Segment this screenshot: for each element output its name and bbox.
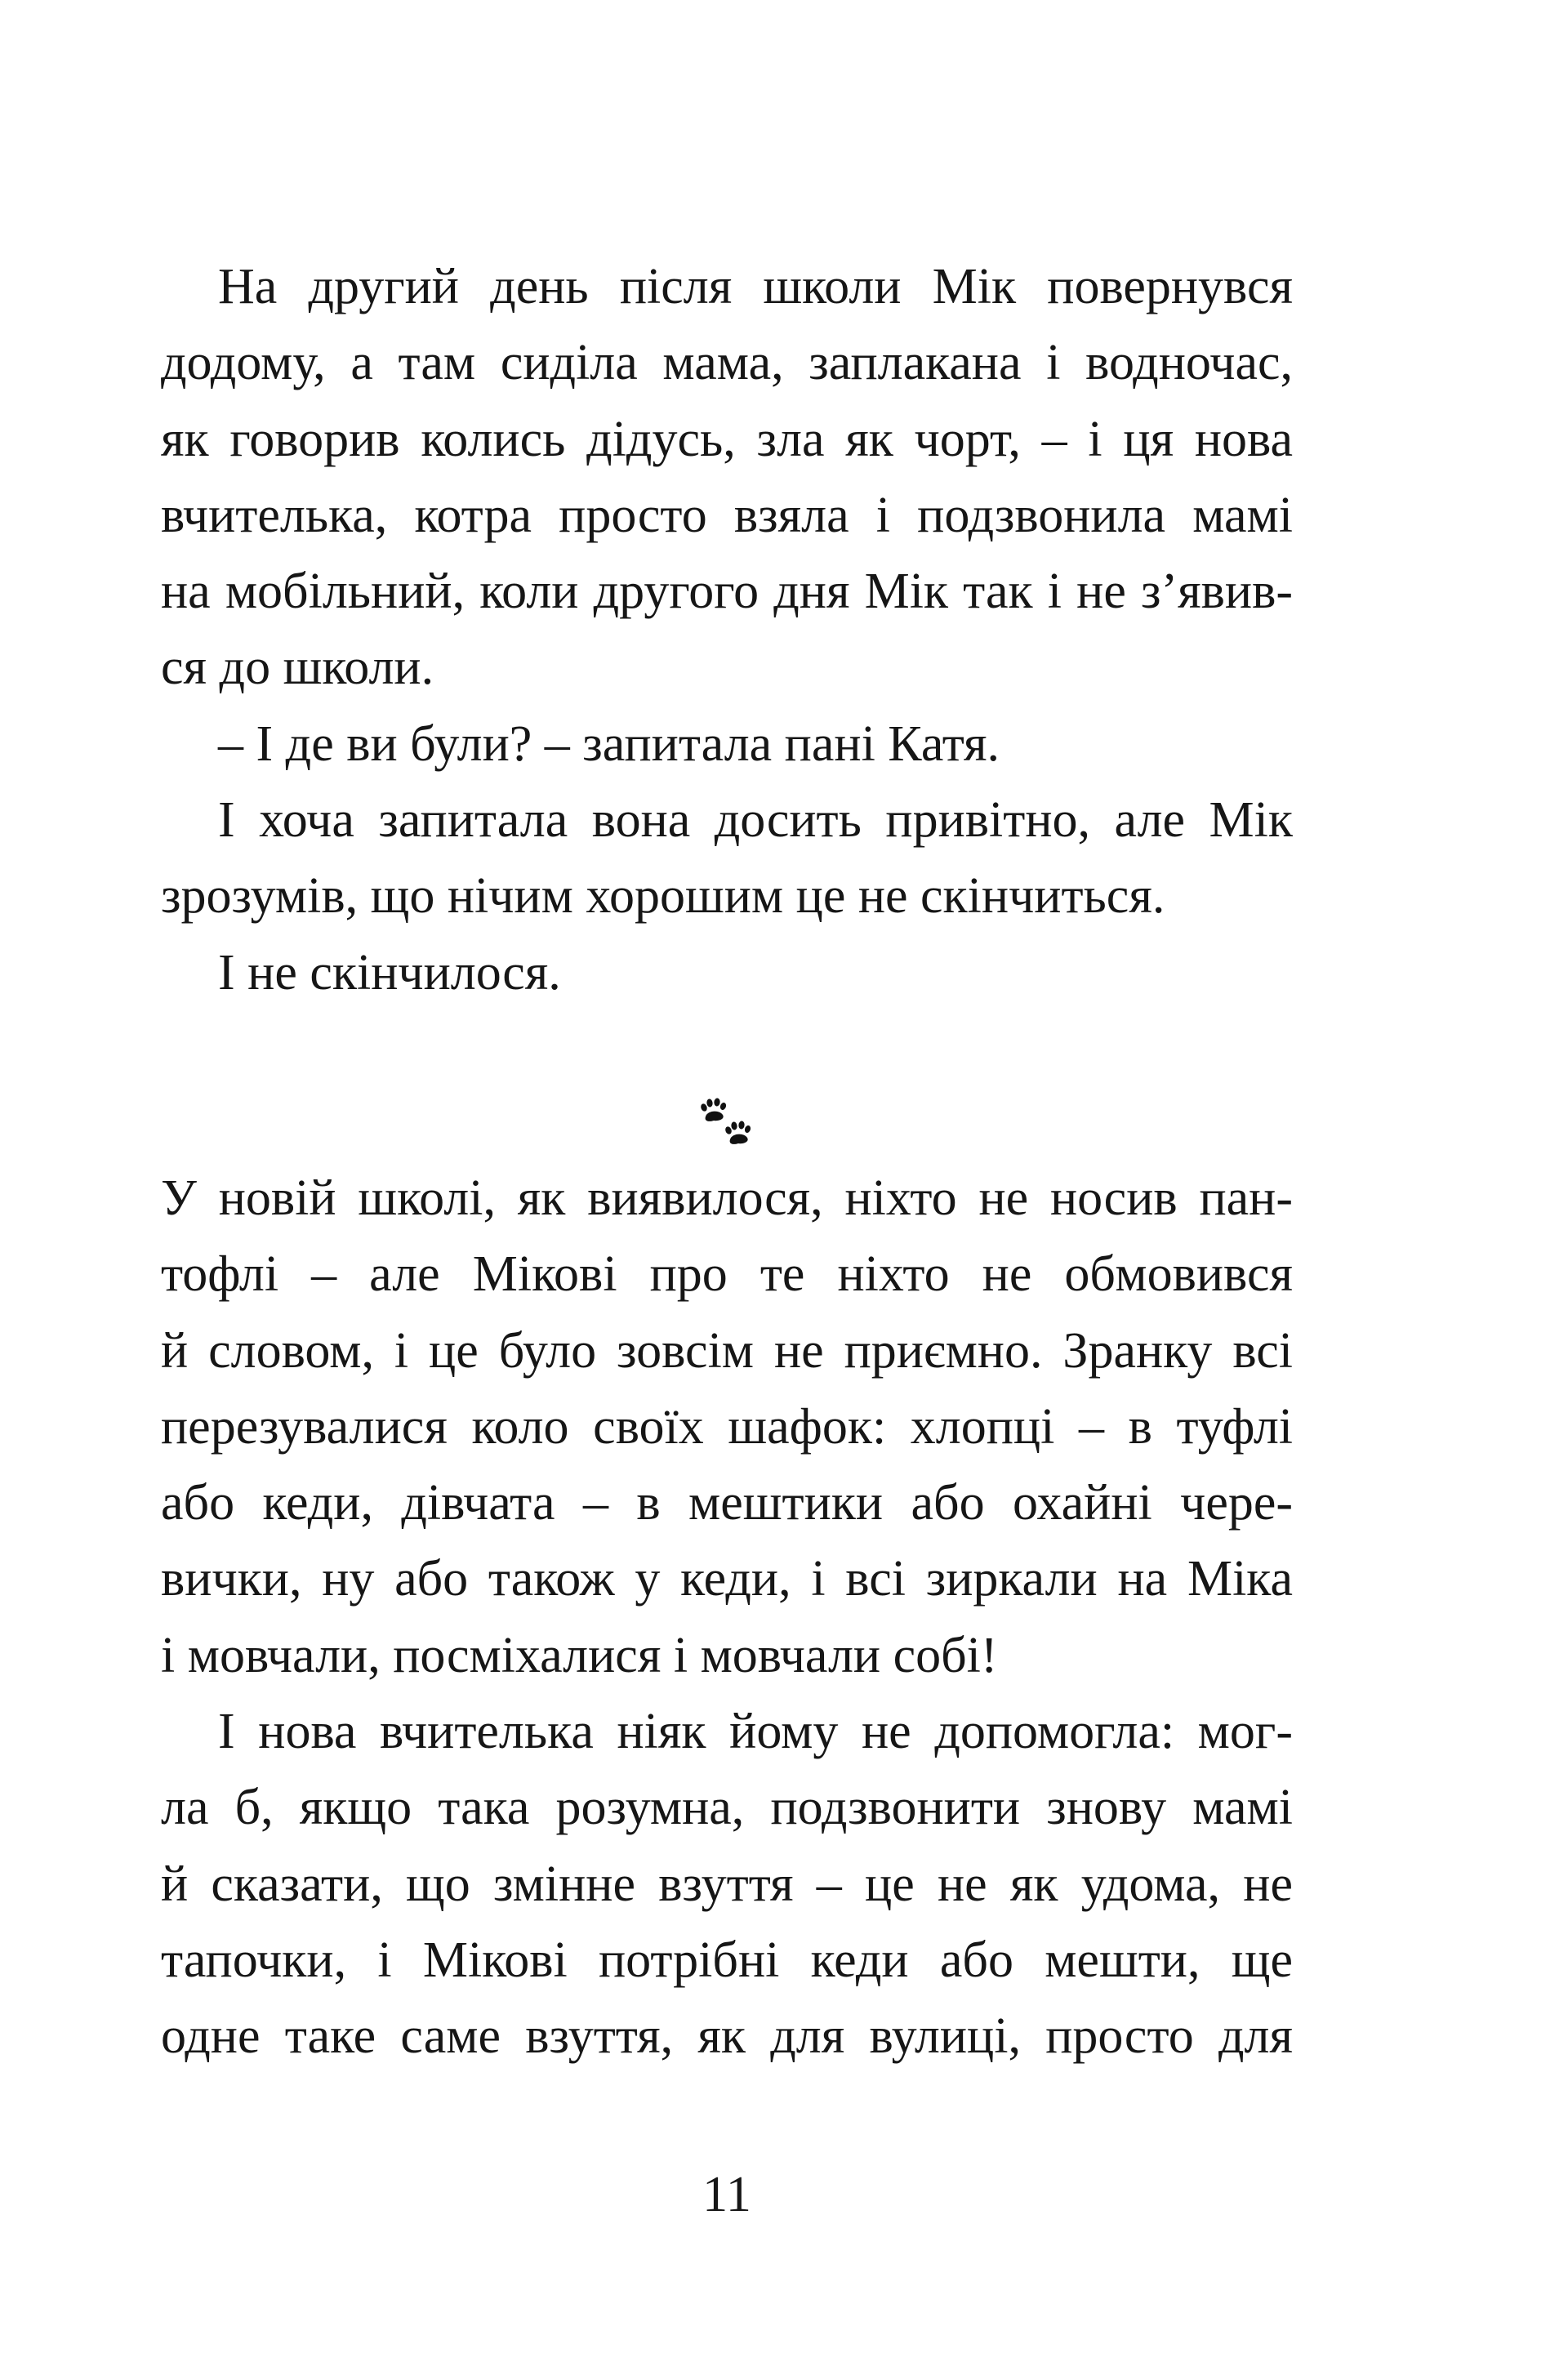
text-line: І не скінчилося. [218, 944, 561, 1001]
paragraph-4 [161, 935, 1293, 1011]
text-line: І нова вчителька ніяк йому не допомогла: мог- [218, 1704, 1293, 1760]
text-line: або кеди, дівчата – в мештики або охайні чере- [161, 1475, 1293, 1531]
text-line: тапочки, і Мікові потрібні кеди або мешти, ще [161, 1932, 1293, 1988]
text-line: – І де ви були? – запитала пані Катя. [218, 715, 1000, 772]
text-line: на мобільний, коли другого дня Мік так і не з’явив- [161, 564, 1293, 620]
text-line: одне таке саме взуття, як для вулиці, просто для [161, 2008, 1293, 2065]
paragraph-5 [161, 1161, 1293, 1694]
text-line: вчителька, котра просто взяла і подзвонила мамі [161, 487, 1293, 543]
text-line: і мовчали, посміхалися і мовчали собі! [161, 1627, 998, 1683]
text-line: як говорив колись дідусь, зла як чорт, – і ця нова [161, 411, 1293, 467]
text-section-2 [161, 1161, 1293, 2075]
text-line: й словом, і це було зовсім не приємно. Зранку всі [161, 1322, 1293, 1379]
text-section-1 [161, 249, 1293, 1011]
text-line: ся до школи. [161, 640, 434, 696]
text-line: ла б, якщо така розумна, подзвонити знову мамі [161, 1780, 1293, 1836]
paragraph-dialogue [161, 706, 1293, 782]
paragraph-3 [161, 782, 1293, 935]
text-line: І хоча запитала вона досить привітно, але Мік [218, 792, 1293, 849]
text-line: й сказати, що змінне взуття – це не як удома, не [161, 1856, 1293, 1912]
paw-prints-icon [696, 1096, 758, 1150]
paragraph-1 [161, 249, 1293, 706]
paragraph-6 [161, 1694, 1293, 2075]
text-line: У новій школі, як виявилося, ніхто не носив пан- [161, 1170, 1293, 1226]
text-line: На другий день після школи Мік повернувся [218, 259, 1293, 314]
text-line: зрозумів, що нічим хорошим це не скінчиться. [161, 868, 1165, 925]
text-line: перезувалися коло своїх шафок: хлопці – в туфлі [161, 1398, 1293, 1455]
text-line: вички, ну або також у кеди, і всі зиркали на Міка [161, 1551, 1293, 1607]
page-number: 11 [702, 2167, 751, 2222]
text-line: тофлі – але Мікові про те ніхто не обмовився [161, 1246, 1293, 1303]
text-line: додому, а там сиділа мама, заплакана і водночас, [161, 335, 1293, 391]
